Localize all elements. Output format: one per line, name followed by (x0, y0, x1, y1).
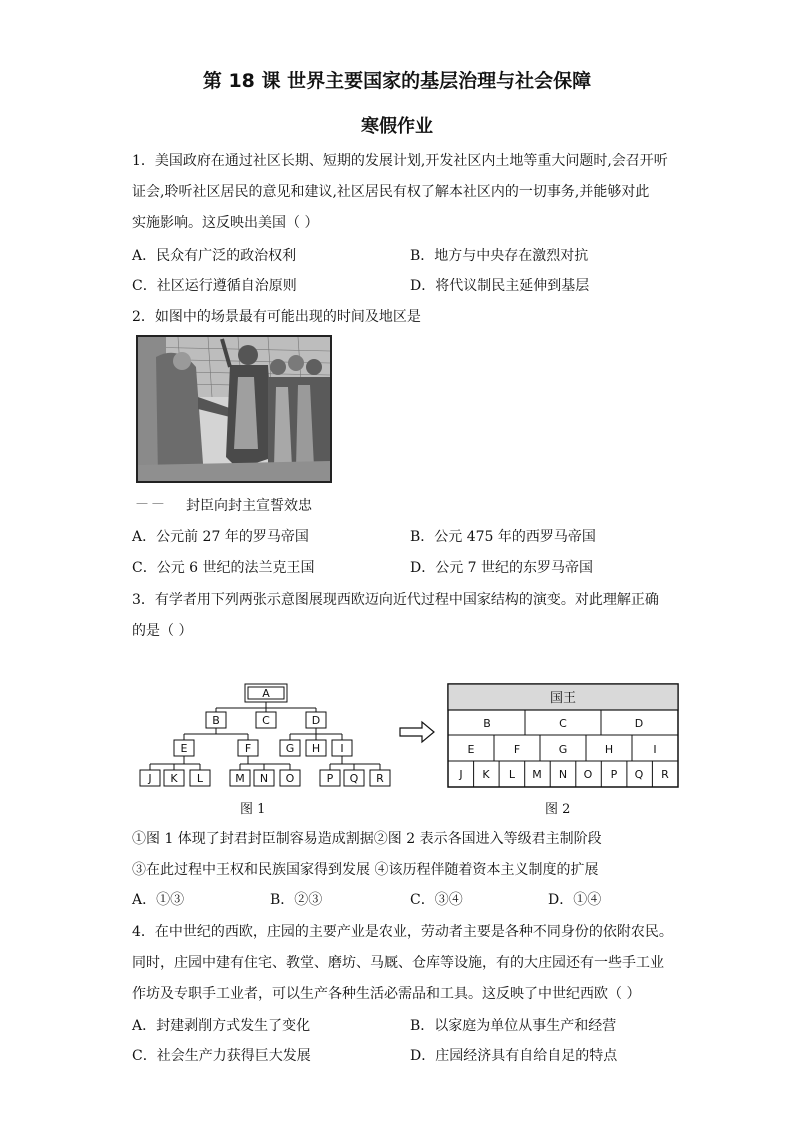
fig1-node: H (311, 742, 321, 755)
fig1-node: J (148, 772, 152, 785)
fig2-cell: B (483, 717, 491, 730)
fig1-node: D (311, 714, 321, 727)
fig2-cell: R (661, 768, 669, 781)
q4-option-a: A．封建剥削方式发生了变化 (132, 1018, 311, 1034)
fig2-cell: J (459, 768, 463, 781)
q1-option-c: C．社区运行遵循自治原则 (132, 278, 297, 294)
fig2-cell: I (653, 743, 657, 756)
q4-option-b: B．以家庭为单位从事生产和经营 (410, 1018, 617, 1034)
q3-option-a: A．①③ (132, 892, 185, 908)
q4-option-c: C．社会生产力获得巨大发展 (132, 1048, 311, 1064)
fig2-cell: E (467, 743, 475, 756)
q4-line-3: 作坊及专职手工业者，可以生产各种生活必需品和工具。这反映了中世纪西欧（ ） (132, 986, 641, 1002)
fig1-node-top: A (262, 687, 270, 700)
fig2-cell: H (604, 743, 614, 756)
caption-mark: — — (136, 496, 164, 510)
q3-option-b: B．②③ (270, 892, 323, 908)
fig2-cell: F (513, 743, 521, 756)
fig2-cell: P (610, 768, 618, 781)
fig1-node: C (262, 714, 270, 727)
fig1-node: G (285, 742, 295, 755)
q3-statement-2: ③在此过程中王权和民族国家得到发展 ④该历程伴随着资本主义制度的扩展 (132, 862, 599, 878)
fig2-cell: L (508, 768, 516, 781)
fig2-cell: Q (634, 768, 644, 781)
page-subtitle: 寒假作业 (361, 116, 433, 137)
fig1-node: K (170, 772, 178, 785)
fig1-node: R (376, 772, 384, 785)
q2-stem: 2．如图中的场景最有可能出现的时间及地区是 (132, 309, 421, 325)
q4-line-1: 4．在中世纪的西欧，庄园的主要产业是农业，劳动者主要是各种不同身份的依附农民。 (132, 924, 673, 940)
fig2-cell: O (583, 768, 593, 781)
q1-option-d: D．将代议制民主延伸到基层 (410, 278, 590, 294)
fig1-node: I (340, 742, 344, 755)
oath-scene-illustration (138, 337, 330, 481)
q1-line-1: 1．美国政府在通过社区长期、短期的发展计划,开发社区内土地等重大问题时,会召开听 (132, 153, 668, 169)
q1-option-b: B．地方与中央存在激烈对抗 (410, 248, 589, 264)
q1-option-a: A．民众有广泛的政治权利 (132, 248, 297, 264)
q2-option-b: B．公元 475 年的西罗马帝国 (410, 529, 596, 545)
q2-caption: 封臣向封主宣誓效忠 (186, 498, 312, 514)
q4-line-2: 同时，庄园中建有住宅、教堂、磨坊、马厩、仓库等设施，有的大庄园还有一些手工业 (132, 955, 664, 971)
figure-1-label: 图 1 (240, 802, 266, 817)
figure-2-table (447, 683, 681, 791)
fig1-node: L (196, 772, 204, 785)
q2-option-c: C．公元 6 世纪的法兰克王国 (132, 560, 315, 576)
q3-option-c: C．③④ (410, 892, 463, 908)
fig1-node: E (180, 742, 188, 755)
fig1-node: B (212, 714, 220, 727)
fig2-cell: K (482, 768, 490, 781)
fig2-cell: G (558, 743, 568, 756)
fig1-node: Q (349, 772, 359, 785)
fig2-cell: N (558, 768, 568, 781)
arrow-icon (398, 720, 436, 744)
figure-2-label: 图 2 (545, 802, 571, 817)
fig2-top-cell: 国王 (549, 691, 577, 706)
figure-1-hierarchy (130, 678, 400, 793)
fig2-cell: D (634, 717, 644, 730)
q4-option-d: D．庄园经济具有自给自足的特点 (410, 1048, 618, 1064)
fig1-node: O (285, 772, 295, 785)
q2-photo (136, 335, 332, 483)
q3-statement-1: ①图 1 体现了封君封臣制容易造成割据②图 2 表示各国进入等级君主制阶段 (132, 831, 602, 847)
q3-line-1: 3．有学者用下列两张示意图展现西欧迈向近代过程中国家结构的演变。对此理解正确 (132, 592, 659, 608)
q2-option-a: A．公元前 27 年的罗马帝国 (132, 529, 309, 545)
q1-line-2: 证会,聆听社区居民的意见和建议,社区居民有权了解本社区内的一切事务,并能够对此 (132, 184, 650, 200)
fig1-node: N (259, 772, 269, 785)
fig1-node: M (235, 772, 245, 785)
q3-line-2: 的是（ ） (132, 623, 193, 639)
fig1-node: P (326, 772, 334, 785)
q2-option-d: D．公元 7 世纪的东罗马帝国 (410, 560, 594, 576)
q3-option-d: D．①④ (548, 892, 602, 908)
fig2-cell: C (559, 717, 567, 730)
fig1-node: F (244, 742, 252, 755)
fig2-cell: M (532, 768, 542, 781)
q1-line-3: 实施影响。这反映出美国（ ） (132, 215, 319, 231)
page-title: 第 18 课 世界主要国家的基层治理与社会保障 (202, 70, 592, 92)
